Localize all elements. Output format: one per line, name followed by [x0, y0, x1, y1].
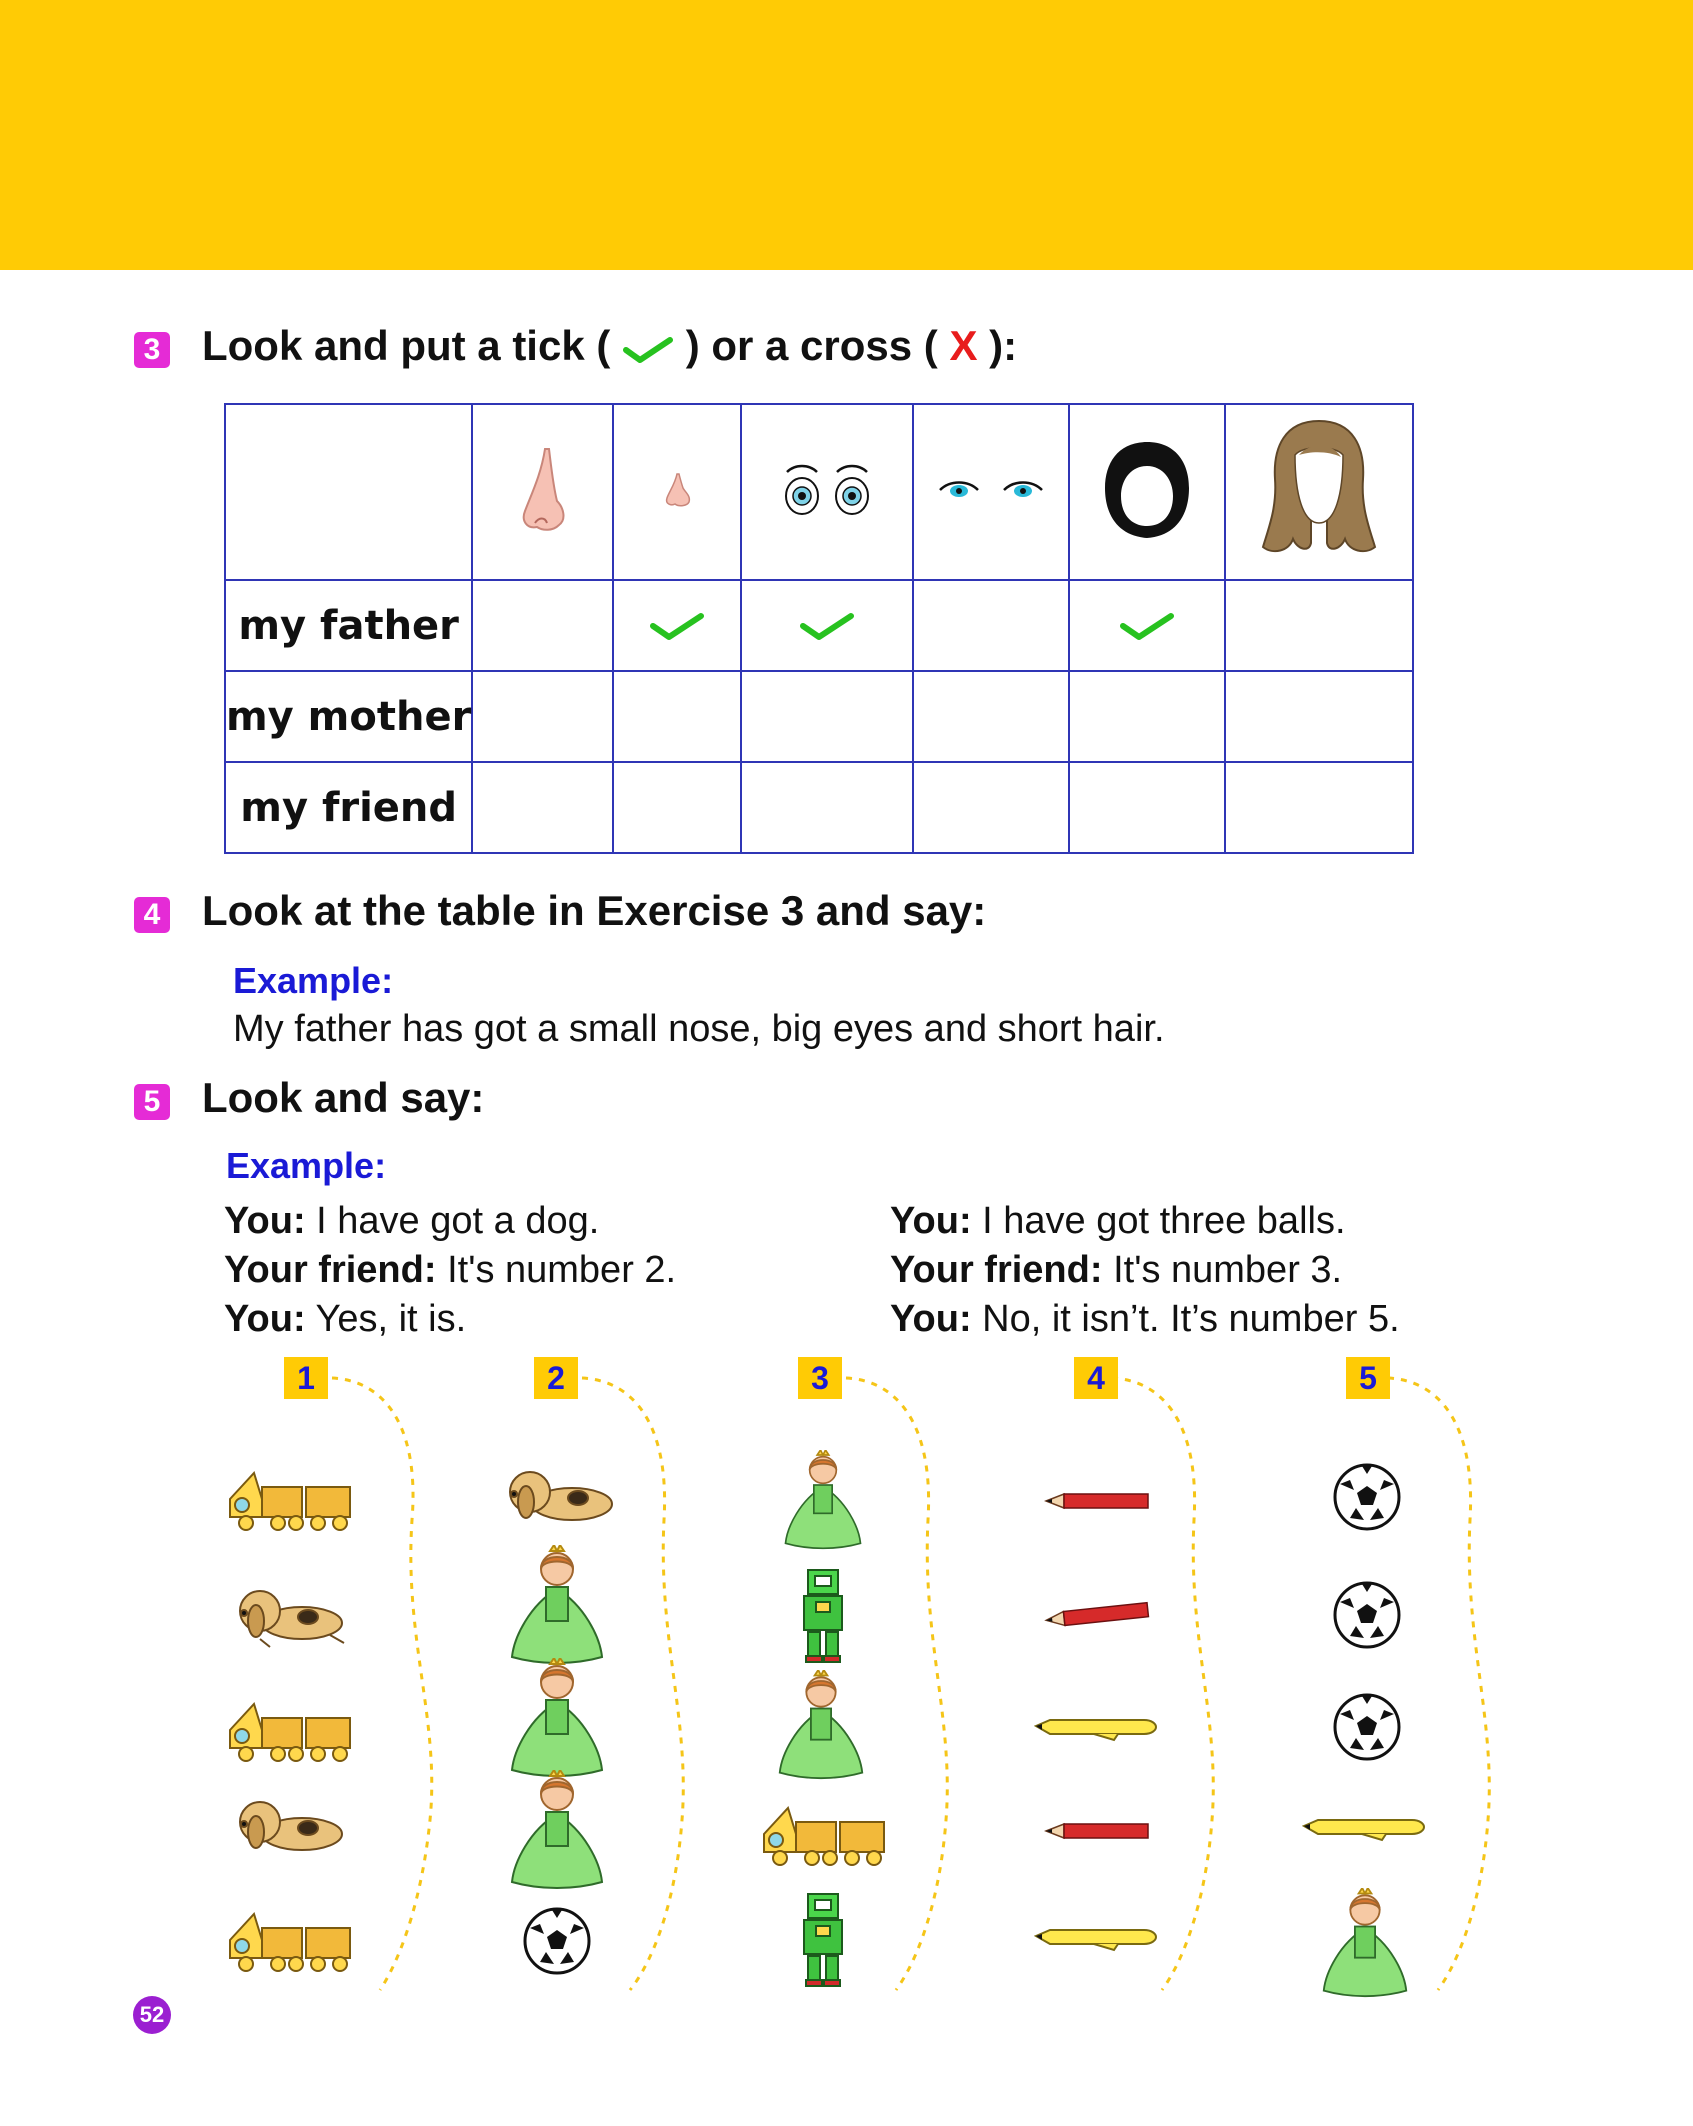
speaker: You: — [224, 1200, 306, 1242]
robot-icon — [800, 1892, 846, 1988]
title-part-3: ): — [989, 322, 1018, 369]
pencil-icon — [1044, 1600, 1150, 1630]
exercise-4-badge: 4 — [134, 897, 170, 933]
dog-icon — [230, 1796, 350, 1862]
utterance: No, it isn’t. It’s number 5. — [982, 1298, 1400, 1340]
group-number-1: 1 — [284, 1357, 328, 1399]
utterance: I have got a dog. — [316, 1200, 600, 1242]
utterance: Yes, it is. — [315, 1298, 467, 1340]
speaker: You: — [890, 1200, 972, 1242]
doll-icon — [774, 1670, 868, 1780]
doll-icon — [510, 1545, 604, 1665]
exercise-3-badge: 3 — [134, 332, 170, 368]
ball-icon — [522, 1906, 592, 1976]
robot-icon — [800, 1568, 846, 1664]
group-number-5: 5 — [1346, 1357, 1390, 1399]
pencil-icon — [1044, 1490, 1150, 1512]
cross-symbol: X — [949, 322, 978, 369]
divider-4 — [1112, 1378, 1213, 1990]
speaker: Your friend: — [890, 1249, 1103, 1291]
speaker: You: — [224, 1298, 306, 1340]
row-label: my mother — [226, 693, 472, 740]
title-part-2: ) or a cross ( — [685, 322, 938, 369]
doll-icon — [1318, 1888, 1412, 1998]
page-number: 52 — [133, 1996, 171, 2034]
pencil-icon — [1044, 1820, 1150, 1842]
utterance: I have got three balls. — [982, 1200, 1346, 1242]
exercise-5-badge: 5 — [134, 1084, 170, 1120]
group-number-3: 3 — [798, 1357, 842, 1399]
group-number-4: 4 — [1074, 1357, 1118, 1399]
title-part-1: Look and put a tick ( — [202, 322, 611, 369]
utterance: It's number 3. — [1113, 1249, 1343, 1291]
pen-icon — [1034, 1712, 1158, 1742]
exercise-5-title: Look and say: — [202, 1074, 485, 1121]
train-icon — [226, 1696, 356, 1764]
doll-icon — [510, 1658, 604, 1778]
row-label: my friend — [240, 784, 458, 831]
doll-icon — [510, 1770, 604, 1890]
exercise-5-example-label: Example: — [226, 1145, 387, 1186]
ball-icon — [1332, 1462, 1402, 1532]
pen-icon — [1034, 1922, 1158, 1952]
utterance: It's number 2. — [447, 1249, 677, 1291]
ball-icon — [1332, 1580, 1402, 1650]
pen-icon — [1302, 1812, 1426, 1842]
train-icon — [760, 1800, 890, 1868]
exercise-4-example-label: Example: — [233, 960, 394, 1001]
ball-icon — [1332, 1692, 1402, 1762]
doll-icon — [776, 1450, 870, 1550]
speaker: You: — [890, 1298, 972, 1340]
train-icon — [226, 1906, 356, 1974]
speaker: Your friend: — [224, 1249, 437, 1291]
exercise-4-example-text: My father has got a small nose, big eyes and short hair. — [233, 1008, 1165, 1050]
dog-icon — [500, 1466, 620, 1532]
exercise-4-title: Look at the table in Exercise 3 and say: — [202, 887, 987, 934]
dog-icon — [230, 1585, 350, 1651]
train-icon — [226, 1465, 356, 1533]
row-label: my father — [238, 602, 459, 649]
group-number-2: 2 — [534, 1357, 578, 1399]
